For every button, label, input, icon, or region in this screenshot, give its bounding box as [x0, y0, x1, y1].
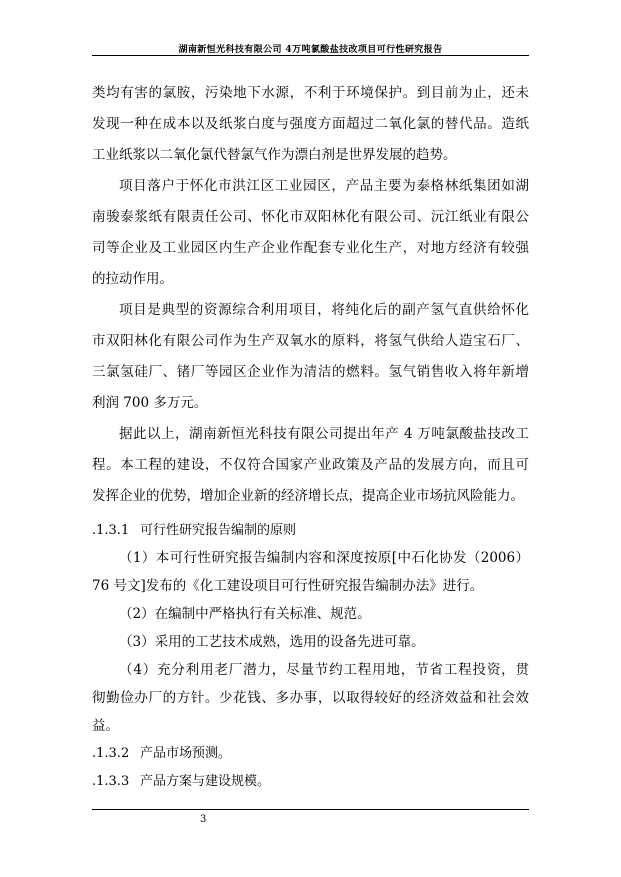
body-line: 发挥企业的优势，增加企业新的经济增长点，提高企业市场抗风险能力。	[92, 488, 524, 504]
body-line: 的拉动作用。	[92, 271, 173, 287]
list-item-line: 彻勤俭办厂的方针。少花钱、多办事，以取得较好的经济效益和社会效	[92, 690, 529, 706]
body-line: 类均有害的氯胺，污染地下水源，不利于环境保护。到目前为止，还未	[92, 85, 529, 101]
body-line: 项目是典型的资源综合利用项目，将纯化后的副产氢气直供给怀化	[119, 302, 529, 318]
list-item-line: （4）充分利用老厂潜力，尽量节约工程用地，节省工程投资，贯	[119, 662, 529, 678]
section-heading	[92, 746, 231, 762]
body-line: 南骏泰浆纸有限责任公司、怀化市双阳林化有限公司、沅江纸业有限公	[92, 209, 529, 225]
running-header: 湖南新恒光科技有限公司 4万吨氯酸盐技改项目可行性研究报告	[178, 45, 443, 55]
body-line: 程。本工程的建设，不仅符合国家产业政策及产品的发展方向，而且可	[92, 457, 529, 473]
body-line: 利润 700 多万元。	[92, 395, 208, 411]
body-line: 据此以上，湖南新恒光科技有限公司提出年产 4 万吨氯酸盐技改工	[119, 426, 529, 442]
body-line: 发现一种在成本以及纸浆白度与强度方面超过二氧化氯的替代品。造纸	[92, 116, 529, 132]
footer-divider	[92, 809, 529, 810]
section-number: .1.3.3	[92, 774, 130, 789]
section-title: 可行性研究报告编制的原则	[140, 523, 297, 538]
section-number: .1.3.2	[92, 746, 130, 761]
section-title: 产品方案与建设规模。	[140, 774, 271, 789]
list-item-line: （2）在编制中严格执行有关标准、规范。	[119, 606, 371, 622]
body-line: 工业纸浆以二氧化氯代替氯气作为漂白剂是世界发展的趋势。	[92, 147, 457, 163]
body-line: 司等企业及工业园区内生产企业作配套专业化生产，对地方经济有较强	[92, 240, 529, 256]
list-item-line: 益。	[92, 718, 119, 734]
body-line: 三氯氢硅厂、锗厂等园区企业作为清洁的燃料。氢气销售收入将年新增	[92, 364, 529, 380]
body-line: 市双阳林化有限公司作为生产双氧水的原料，将氢气供给人造宝石厂、	[92, 333, 529, 349]
section-heading	[92, 774, 270, 790]
list-item-line: 76 号文]发布的《化工建设项目可行性研究报告编制办法》进行。	[92, 578, 484, 594]
section-heading	[92, 523, 296, 539]
list-item-line: （1）本可行性研究报告编制内容和深度按原[中石化协发（2006）	[119, 550, 529, 566]
body-line: 项目落户于怀化市洪江区工业园区，产品主要为泰格林纸集团如湖	[119, 178, 529, 194]
header-divider	[92, 55, 529, 56]
page-number: 3	[200, 814, 207, 825]
section-title: 产品市场预测。	[140, 746, 232, 761]
section-number: .1.3.1	[92, 523, 130, 538]
list-item-line: （3）采用的工艺技术成熟，选用的设备先进可靠。	[119, 634, 425, 650]
